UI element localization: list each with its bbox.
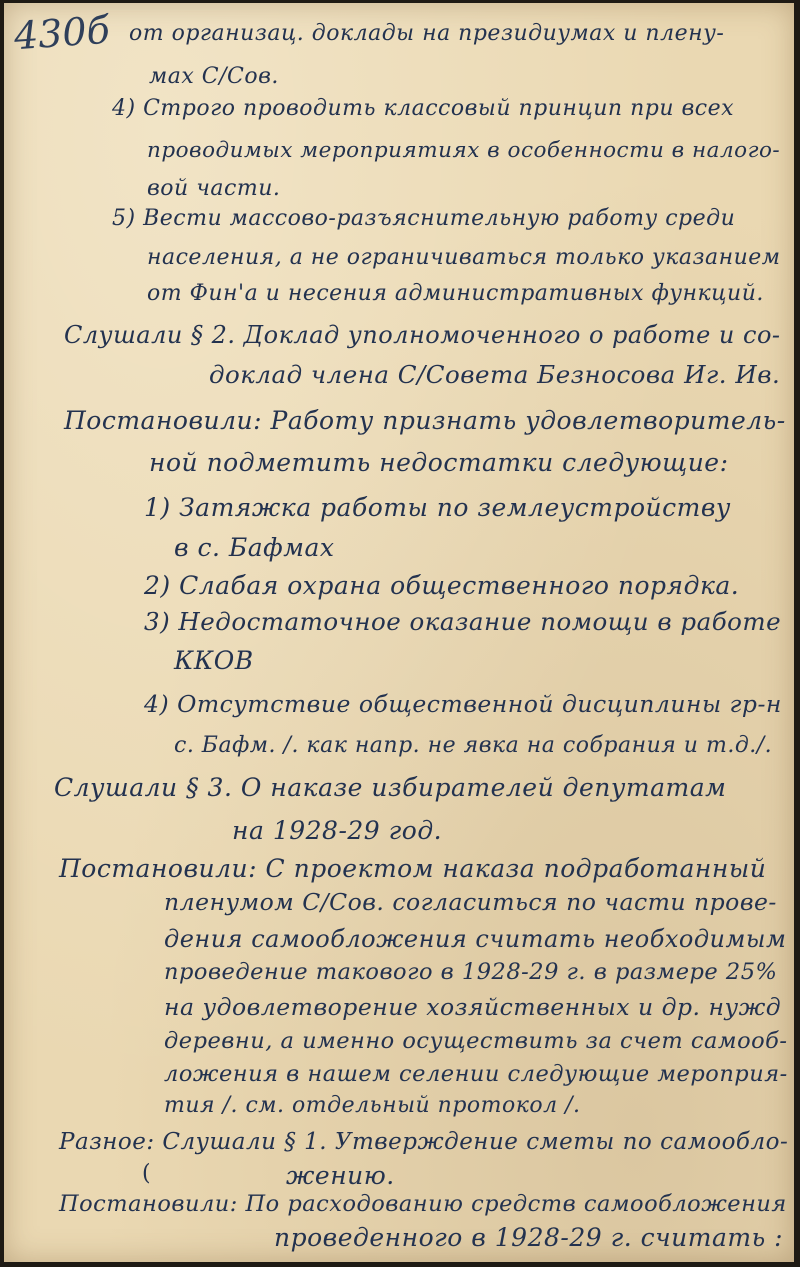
- minutes-heading-line: Слушали § 3. О наказе избирателей депутатам: [54, 773, 727, 802]
- text-line: ККОВ: [174, 646, 254, 675]
- page-number: 430б: [12, 7, 112, 59]
- resolution-heading-line: Постановили: По расходованию средств самообложения: [59, 1191, 787, 1217]
- text-line: 4) Отсутствие общественной дисциплины гр-н: [144, 690, 782, 718]
- text-line: 2) Слабая охрана общественного порядка.: [144, 571, 740, 600]
- text-line: 3) Недостаточное оказание помощи в работе: [144, 607, 782, 636]
- text-line: ложения в нашем селении следующие мероприя-: [164, 1061, 788, 1087]
- resolution-heading-line: Постановили: С проектом наказа подработанный: [59, 854, 767, 883]
- resolution-heading-line: Постановили: Работу признать удовлетворитель-: [64, 406, 786, 435]
- text-line: 1) Затяжка работы по землеустройству: [144, 493, 731, 522]
- text-line: жению.: [286, 1161, 395, 1190]
- text-line: ной подметить недостатки следующие:: [149, 448, 729, 477]
- text-line: проведенного в 1928-29 г. считать :: [274, 1223, 784, 1252]
- text-line: 5) Вести массово-разъяснительную работу среди: [112, 206, 736, 231]
- misc-heading-line: Разное: Слушали § 1. Утверждение сметы по самообло-: [59, 1129, 789, 1155]
- bracket-mark: (: [142, 1161, 151, 1186]
- text-line: от Фин'а и несения административных функций.: [147, 281, 764, 306]
- text-line: доклад члена С/Совета Безносова Иг. Ив.: [209, 360, 781, 389]
- document-page: [4, 3, 794, 1262]
- text-line: на удовлетворение хозяйственных и др. нужд: [164, 993, 782, 1021]
- text-line: вой части.: [147, 176, 281, 201]
- text-line: в с. Бафмах: [174, 533, 335, 562]
- text-line: тия /. см. отдельный протокол /.: [164, 1093, 581, 1118]
- minutes-heading-line: Слушали § 2. Доклад уполномоченного о работе и со-: [64, 321, 781, 349]
- text-line: проводимых мероприятиях в особенности в налого-: [147, 138, 781, 163]
- text-line: деревни, а именно осуществить за счет самооб-: [164, 1028, 788, 1054]
- text-line: на 1928-29 год.: [232, 816, 443, 845]
- text-line: с. Бафм. /. как напр. не явка на собрания и т.д./.: [174, 733, 773, 758]
- text-line: населения, а не ограничиваться только указанием: [147, 245, 781, 270]
- text-line: проведение такового в 1928-29 г. в размере 25%: [164, 959, 778, 985]
- text-line: от организац. доклады на президиумах и плену-: [129, 21, 725, 46]
- text-line: 4) Строго проводить классовый принцип при всех: [112, 96, 735, 121]
- text-line: мах С/Сов.: [149, 64, 279, 89]
- text-line: дения самообложения считать необходимым: [164, 925, 787, 953]
- text-line: пленумом С/Сов. согласиться по части прове-: [164, 888, 777, 916]
